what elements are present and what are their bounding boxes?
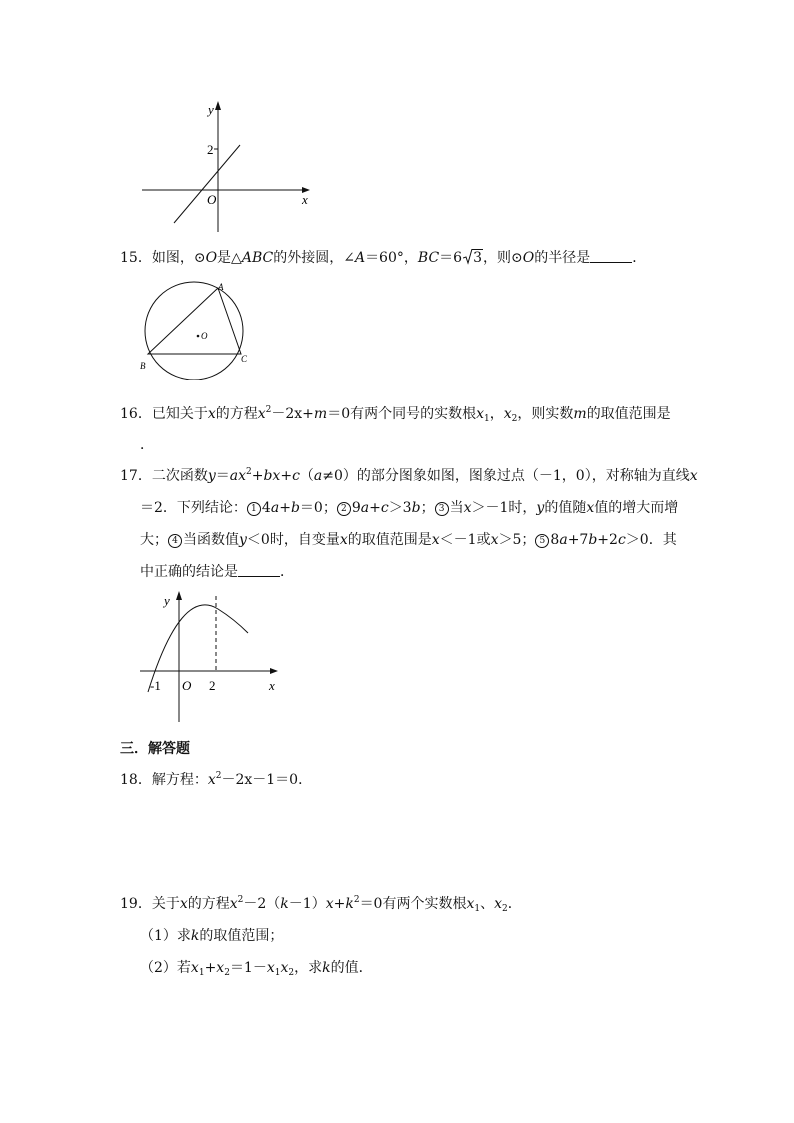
label-c: C — [241, 354, 248, 364]
y-axis-arrow — [215, 101, 221, 110]
q17-l3k: 8 — [550, 532, 560, 548]
q17-l2e: b — [290, 500, 300, 516]
q17-l2h: a — [360, 500, 370, 516]
q17-l4a: 中正确的结论是 — [140, 564, 238, 580]
q19-p2a: （2）若 — [140, 960, 191, 976]
q16-sup: 2 — [265, 405, 272, 415]
q17-line1 — [120, 466, 698, 486]
q19-number: 19． — [120, 896, 152, 912]
q15-o2: O — [522, 250, 535, 266]
q16-x2: x — [503, 406, 512, 422]
q15-t1: 如图，⊙ — [151, 250, 206, 266]
q17-l3n: b — [588, 532, 598, 548]
q19-end: ． — [507, 896, 522, 912]
q19-p2b: ＝1－ — [229, 960, 267, 976]
q17-l2k: ＞3 — [388, 500, 412, 516]
q15-a: A — [354, 250, 366, 266]
origin-label: O — [182, 678, 192, 693]
q17-l3m: +7 — [567, 532, 589, 548]
y-axis-label: y — [164, 593, 170, 608]
q17-l2i: + — [369, 500, 381, 516]
q17-l3i: x — [490, 532, 499, 548]
q17-l3p: c — [617, 532, 626, 548]
q17-l1g: bx — [263, 468, 281, 484]
q19-eq-x: x — [229, 896, 238, 912]
q17-l1j: （ — [299, 468, 314, 484]
q16-t1: 已知关于 — [151, 406, 208, 422]
tick-label-2: 2 — [207, 142, 214, 157]
q17-l1m: x — [689, 468, 698, 484]
q19-t3: ＝0有两个实数根 — [359, 896, 467, 912]
q18-number: 18． — [120, 772, 152, 788]
q19-eq-d: + — [333, 896, 346, 912]
circumscribed-circle — [145, 282, 243, 380]
q17-line3 — [140, 530, 677, 550]
q18-text — [120, 770, 312, 790]
q17-l3o: +2 — [597, 532, 618, 548]
q16-eq-rest: －2x+ — [271, 406, 314, 422]
q17-l3l: a — [559, 532, 568, 548]
q19-p2x1b: x — [266, 960, 275, 976]
q17-l2g: 9 — [351, 500, 361, 516]
q19-p2s2: 2 — [224, 968, 230, 978]
q16-x1: x — [476, 406, 485, 422]
parabola-curve — [148, 605, 248, 692]
q17-l1d: ax — [229, 468, 246, 484]
y-axis-arrow — [176, 591, 182, 600]
q19-s2: 2 — [502, 904, 508, 914]
q17-l2o: x — [463, 500, 472, 516]
q19-p2c: ，求 — [294, 960, 323, 976]
q17-l1k: a — [313, 468, 323, 484]
q19-p2d: 的值． — [330, 960, 373, 976]
q19-t1: 关于 — [151, 896, 180, 912]
q17-l2m: ； — [420, 500, 435, 516]
q16-t4: ，则实数 — [517, 406, 574, 422]
q17-l3j: ＞5； — [498, 532, 536, 548]
q14-graph — [138, 96, 318, 236]
q16-t3: ＝0有两个同号的实数根 — [327, 406, 477, 422]
q17-l1c: ＝ — [215, 468, 230, 484]
q18-rest: －2x－1＝0． — [221, 772, 313, 788]
q19-p1k: k — [190, 928, 200, 944]
q15-t2: 是△ — [217, 250, 242, 266]
x-axis-label: x — [302, 192, 308, 207]
x-axis-label: x — [269, 678, 275, 693]
q17-l2r: 的值随 — [544, 500, 587, 516]
circled-4: 4 — [168, 534, 182, 548]
q18-t1: 解方程： — [151, 772, 208, 788]
q17-l1f: + — [251, 468, 264, 484]
q19-t2: 的方程 — [187, 896, 230, 912]
q18-x: x — [207, 772, 216, 788]
q19-sup-b: 2 — [353, 895, 360, 905]
q19-text — [120, 894, 522, 914]
q16-number: 16． — [120, 406, 152, 422]
q16-end: ． — [140, 437, 154, 453]
x-axis-arrow — [270, 668, 278, 674]
q16-line2 — [140, 435, 154, 455]
q19-eq-x2: x — [325, 896, 334, 912]
q17-line2 — [140, 498, 678, 518]
q19-p2s2b: 2 — [288, 968, 295, 978]
q19-k2: k — [345, 896, 354, 912]
q16-eq-x: x — [257, 406, 266, 422]
q17-l1e: 2 — [246, 467, 252, 477]
q17-l2q: y — [536, 500, 545, 516]
label-o: O — [201, 331, 208, 341]
q17-l3b: 当函数值 — [183, 532, 239, 548]
q19-p2x2b: x — [280, 960, 289, 976]
q17-l1b: y — [207, 468, 216, 484]
circled-2: 2 — [337, 502, 351, 516]
y-axis-label: y — [208, 102, 214, 117]
tick-label-2: 2 — [209, 678, 216, 693]
q15-t4: ＝60°， — [365, 250, 418, 266]
answer-blank — [590, 250, 632, 263]
q19-sup: 2 — [237, 895, 244, 905]
q17-l2t: 值的增大而增 — [594, 500, 679, 516]
center-point — [197, 335, 200, 338]
q15-t5: ＝6 — [439, 250, 463, 266]
q19-p2plus: + — [204, 960, 217, 976]
q16-m2: m — [573, 406, 587, 422]
q17-l3f: 的取值范围是 — [347, 532, 432, 548]
q17-l2d: + — [279, 500, 291, 516]
q19-p2x1: x — [190, 960, 199, 976]
tick-label-neg1: -1 — [150, 678, 161, 693]
q17-l2f: ＝0； — [299, 500, 337, 516]
q17-l3d: ＜0时，自变量 — [246, 532, 340, 548]
section-title: 三．解答题 — [120, 741, 190, 757]
q15-end: ． — [632, 250, 647, 266]
q15-circle-figure — [136, 280, 266, 380]
sqrt-sign — [463, 248, 483, 268]
circled-3: 3 — [435, 502, 449, 516]
origin-label: O — [207, 192, 217, 207]
q17-line4 — [140, 562, 294, 582]
q17-l2a: ＝2．下列结论： — [140, 500, 247, 516]
q16-t5: 的取值范围是 — [586, 406, 671, 422]
q19-sep: 、 — [480, 896, 495, 912]
q15-sqrt-value: 3 — [473, 250, 482, 266]
q17-number: 17． — [120, 468, 152, 484]
q17-l1a: 二次函数 — [151, 468, 208, 484]
q16-s2: 2 — [511, 414, 518, 424]
circled-1: 1 — [247, 502, 261, 516]
q17-l2c: a — [270, 500, 280, 516]
q15-abc: ABC — [241, 250, 274, 266]
q17-l2j: c — [380, 500, 389, 516]
label-b: B — [140, 361, 146, 371]
q17-l1l: ≠0）的部分图象如图，图象过点（－1，0），对称轴为直线 — [322, 468, 690, 484]
q17-l3c: y — [239, 532, 247, 548]
q17-l4b: ． — [280, 564, 294, 580]
q19-p1a: （1）求 — [140, 928, 191, 944]
label-a: A — [218, 282, 224, 292]
q15-o1: O — [205, 250, 218, 266]
q18-sup: 2 — [215, 771, 222, 781]
q19-p2s1b: 1 — [274, 968, 281, 978]
q19-p2k: k — [322, 960, 331, 976]
q15-text — [120, 248, 646, 268]
q16-t2: 的方程 — [215, 406, 258, 422]
q16-s1: 1 — [484, 414, 490, 424]
q19-p2s1: 1 — [198, 968, 205, 978]
q15-bc: BC — [417, 250, 440, 266]
q17-l2l: b — [411, 500, 421, 516]
q17-l2n: 当 — [449, 500, 464, 516]
q17-l2p: ＞－1时， — [471, 500, 537, 516]
q19-eq-c: －1） — [288, 896, 326, 912]
q19-part1 — [140, 926, 283, 946]
q19-x2: x — [494, 896, 503, 912]
q19-p2x2: x — [216, 960, 225, 976]
q15-number: 15． — [120, 250, 152, 266]
q15-t7: 的半径是 — [534, 250, 591, 266]
q17-l3h: ＜－1或 — [439, 532, 491, 548]
q15-t6: ，则⊙ — [483, 250, 523, 266]
q15-t3: 的外接圆，∠ — [273, 250, 355, 266]
q19-k: k — [280, 896, 289, 912]
q17-l1i: c — [292, 468, 300, 484]
q16-x: x — [207, 406, 216, 422]
circled-5: 5 — [535, 534, 549, 548]
q17-l3q: ＞0．其 — [625, 532, 677, 548]
q19-p1b: 的取值范围； — [199, 928, 284, 944]
q19-part2 — [140, 958, 373, 978]
q19-eq-b: －2（ — [243, 896, 281, 912]
q16-m: m — [313, 406, 328, 422]
q16-comma: ， — [489, 406, 504, 422]
q16-text — [120, 404, 671, 424]
q17-l3e: x — [339, 532, 348, 548]
q17-parabola-graph — [136, 588, 286, 728]
q17-l3g: x — [431, 532, 440, 548]
q17-l2b: 4 — [261, 500, 271, 516]
q17-l1h: + — [280, 468, 293, 484]
triangle-abc — [148, 288, 241, 354]
q17-l3a: 大； — [140, 532, 168, 548]
q19-x: x — [179, 896, 188, 912]
answer-blank — [238, 564, 280, 577]
q19-s1: 1 — [474, 904, 481, 914]
q17-l2s: x — [586, 500, 595, 516]
q19-x1: x — [466, 896, 475, 912]
